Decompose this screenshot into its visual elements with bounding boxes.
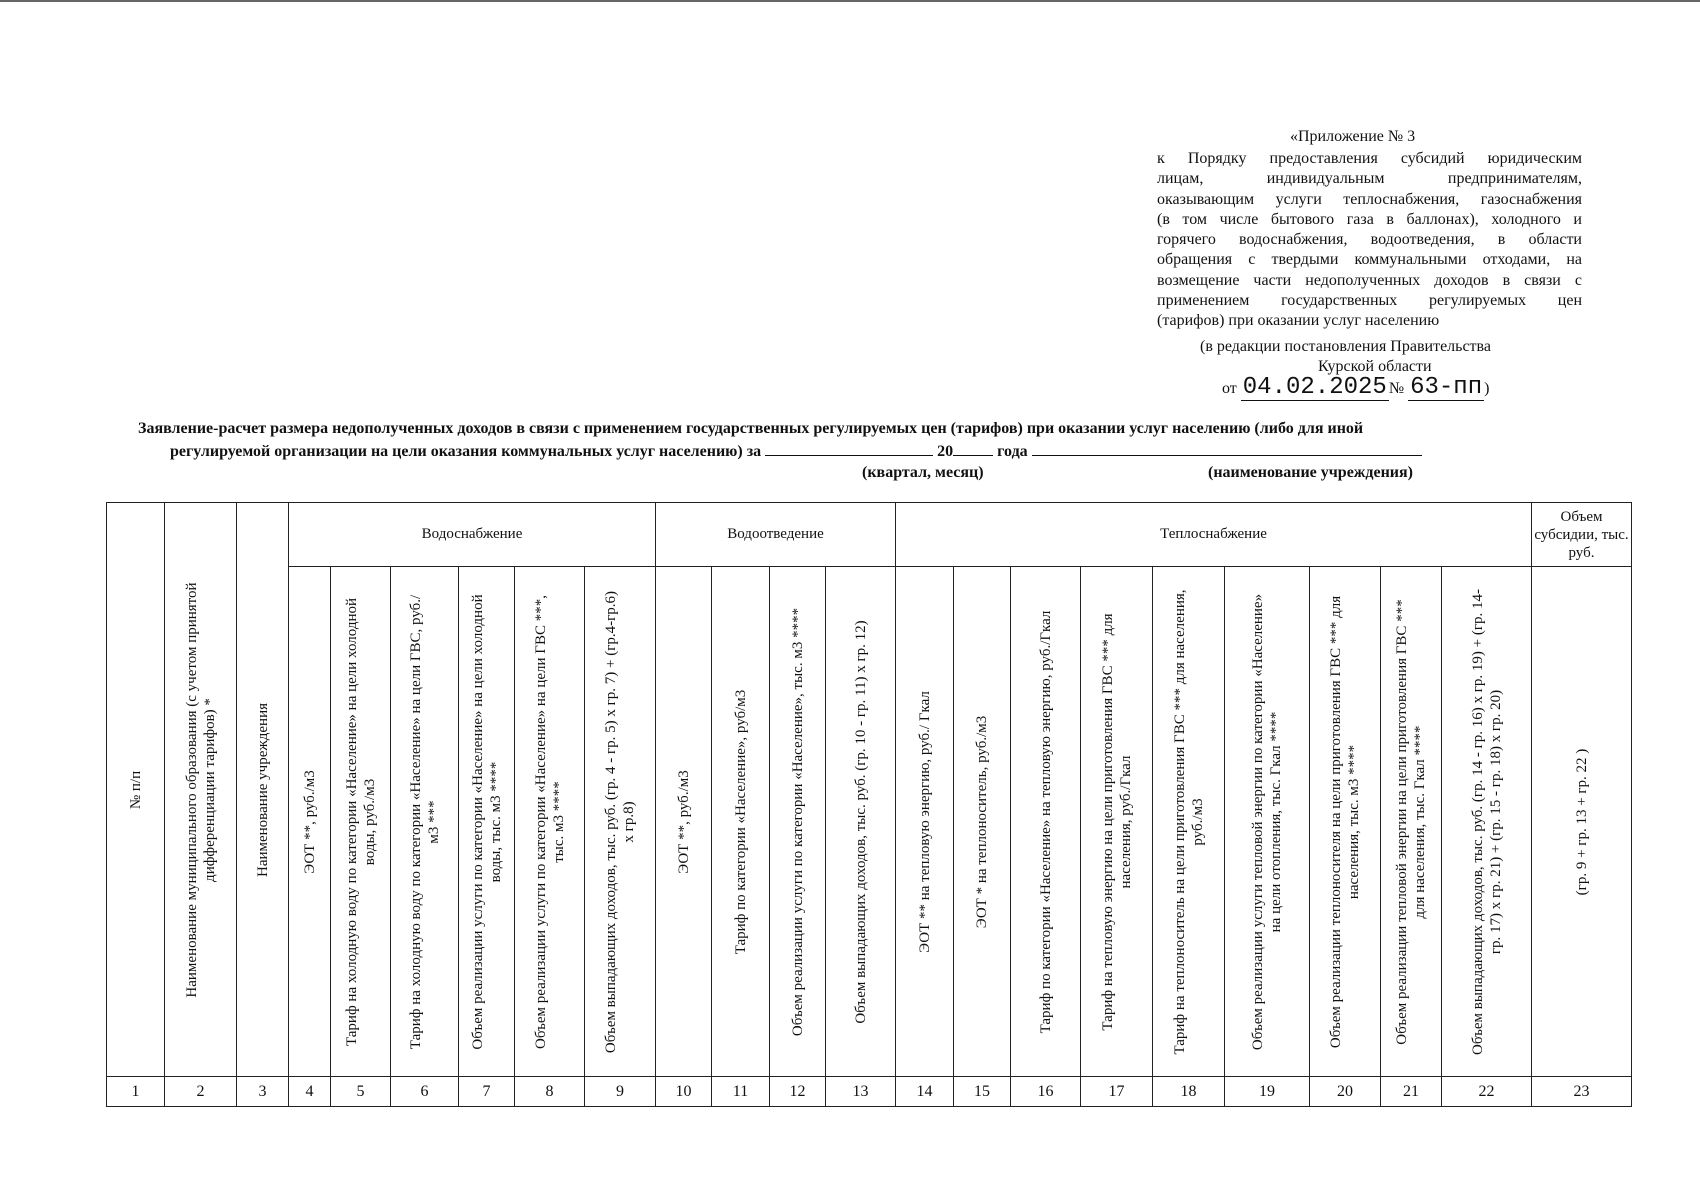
group-header-water-supply: Водоснабжение (289, 503, 656, 567)
column-number: 19 (1225, 1077, 1310, 1107)
header-text: Наименование учреждения (254, 702, 271, 877)
year-prefix: 20 (937, 443, 954, 460)
column-number: 6 (391, 1077, 459, 1107)
caption-organization: (наименование учреждения) (1208, 464, 1414, 481)
calculation-table (106, 502, 1632, 1107)
year-blank (953, 441, 993, 456)
column-number: 15 (954, 1077, 1011, 1107)
header-cell (656, 567, 712, 1077)
header-cell (107, 503, 165, 1077)
column-number: 2 (165, 1077, 237, 1107)
appendix-line: к Порядку предоставления субсидий юридическим (1157, 150, 1582, 167)
header-cell (896, 567, 954, 1077)
header-cell (1081, 567, 1153, 1077)
year-suffix: года (997, 443, 1028, 460)
header-text: Объем выпадающих доходов, тыс. руб. (гр. 14 - гр. 16) х гр. 19) + (гр. 14- гр. 17) х гр. 21) + (гр. 15 - гр. 18) х гр. 20) (1469, 588, 1504, 1055)
header-cell (712, 567, 770, 1077)
appendix-line: обращения с твердыми коммунальными отходами, на (1157, 251, 1582, 269)
column-number: 23 (1532, 1077, 1632, 1107)
number-sign: № (1388, 380, 1405, 397)
organization-blank (1032, 441, 1422, 456)
group-header-wastewater: Водоотведение (656, 503, 896, 567)
header-cell (1442, 567, 1532, 1077)
column-number: 16 (1011, 1077, 1081, 1107)
header-text: Объем выпадающих доходов, тыс. руб. (гр. 4 - гр. 5) х гр. 7) + (гр.4-гр.6) х гр.8) (603, 590, 637, 1053)
header-text: Тариф на тепловую энергию на цели приготовления ГВС *** для населения, руб./Гкал (1099, 612, 1134, 1031)
header-text: ЭОТ **, руб./м3 (675, 769, 692, 874)
period-blank (765, 441, 933, 456)
column-number: 14 (896, 1077, 954, 1107)
appendix-line: (тарифов) при оказании услуг населению (1157, 312, 1440, 330)
column-number: 7 (459, 1077, 515, 1107)
column-number: 21 (1381, 1077, 1442, 1107)
header-text: Объем выпадающих доходов, тыс. руб. (гр. 10 - гр. 11) х гр. 12) (852, 619, 869, 1024)
header-text: Тариф по категории «Население» на тепловую энергию, руб./Гкал (1037, 610, 1054, 1033)
header-text: Объем реализации тепловой энергии на цели приготовления ГВС *** для населения, тыс. Гкал **** (1394, 598, 1428, 1045)
group-header-subsidy: Объем субсидии, тыс. руб. (1532, 503, 1632, 567)
appendix-number-line (1222, 376, 1489, 401)
header-cell (1381, 567, 1442, 1077)
header-text: № п/п (127, 770, 144, 809)
header-cell (826, 567, 896, 1077)
column-number: 8 (515, 1077, 585, 1107)
header-text: Объем реализации услуги по категории «Население» на цели ГВС ***, тыс. м3 **** (532, 594, 567, 1049)
statement-line-2 (170, 441, 1422, 461)
appendix-line: лицам, индивидуальным предпринимателям, (1157, 170, 1582, 188)
header-text: ЭОТ * на теплоноситель, руб./м3 (974, 715, 990, 928)
header-cell (515, 567, 585, 1077)
appendix-edition: (в редакции постановления Правительства (1200, 338, 1491, 355)
statement-line-1: Заявление-расчет размера недополученных доходов в связи с применением государственных регулируемых цен (тарифов) при оказании услуг населению (либо для иной (138, 420, 1364, 437)
caption-period: (квартал, месяц) (862, 464, 984, 481)
column-number: 1 (107, 1077, 165, 1107)
from-label: от (1222, 380, 1237, 397)
header-text: (гр. 9 + гр. 13 + гр. 22 ) (1573, 748, 1590, 895)
column-number: 20 (1310, 1077, 1381, 1107)
group-header-heat-supply: Теплоснабжение (896, 503, 1532, 567)
header-text: Тариф на теплоноситель на цели приготовления ГВС *** для населения, руб./м3 (1171, 588, 1206, 1055)
header-cell (391, 567, 459, 1077)
header-cell (1011, 567, 1081, 1077)
appendix-region: Курской области (1318, 358, 1432, 375)
header-cell (331, 567, 391, 1077)
column-number: 18 (1153, 1077, 1225, 1107)
closing-paren: ) (1484, 380, 1490, 397)
column-number: 12 (770, 1077, 826, 1107)
header-text: Тариф на холодную воду по категории «Население» на цели холодной воды, руб./м3 (343, 597, 378, 1046)
column-number: 10 (656, 1077, 712, 1107)
scan-top-edge (0, 0, 1700, 2)
decree-date: 04.02.2025 (1242, 374, 1387, 401)
header-cell (459, 567, 515, 1077)
column-number: 13 (826, 1077, 896, 1107)
appendix-line: применением государственных регулируемых цен (1157, 292, 1582, 310)
header-cell (954, 567, 1011, 1077)
statement-line-2-text: регулируемой организации на цели оказания коммунальных услуг населению) за (170, 443, 762, 460)
header-text: Наименование муниципального образования (с учетом принятой дифференциации тарифов) * (183, 581, 218, 998)
column-number: 22 (1442, 1077, 1532, 1107)
header-cell (1225, 567, 1310, 1077)
header-text: ЭОТ **, руб./м3 (301, 769, 318, 874)
header-cell (1532, 567, 1632, 1077)
appendix-line: оказывающим услуги теплоснабжения, газоснабжения (1157, 190, 1582, 208)
header-cell (237, 503, 289, 1077)
appendix-line: возмещение части недополученных доходов в связи с (1157, 271, 1582, 289)
header-text: ЭОТ ** на тепловую энергию, руб./ Гкал (916, 690, 933, 953)
appendix-body (1157, 149, 1582, 332)
header-text: Тариф по категории «Население», руб/м3 (732, 689, 749, 954)
header-text: Объем реализации услуги тепловой энергии по категории «Население» на цели отопления, тыс. Гкал **** (1250, 593, 1284, 1050)
header-cell (289, 567, 331, 1077)
header-cell (1153, 567, 1225, 1077)
appendix-line: горячего водоснабжения, водоотведения, в области (1157, 231, 1582, 249)
column-number: 5 (331, 1077, 391, 1107)
header-cell (165, 503, 237, 1077)
column-number: 17 (1081, 1077, 1153, 1107)
column-number: 3 (237, 1077, 289, 1107)
column-number: 11 (712, 1077, 770, 1107)
header-text: Тариф на холодную воду по категории «Население» на цели ГВС, руб./м3 *** (407, 594, 442, 1049)
header-text: Объем реализации услуги по категории «Население», тыс. м3 **** (789, 607, 806, 1036)
header-text: Объем реализации услуги по категории «Население» на цели холодной воды, тыс. м3 **** (469, 593, 504, 1050)
column-number: 9 (585, 1077, 656, 1107)
appendix-line: (в том числе бытового газа в баллонах), холодного и (1157, 210, 1582, 228)
header-cell (1310, 567, 1381, 1077)
header-text: Объем реализации теплоносителя на цели приготовления ГВС *** для населения, тыс. м3 **** (1328, 595, 1362, 1048)
header-cell (770, 567, 826, 1077)
appendix-title: «Приложение № 3 (1290, 128, 1416, 145)
header-cell (585, 567, 656, 1077)
decree-number: 63-пп (1410, 374, 1483, 401)
column-number: 4 (289, 1077, 331, 1107)
